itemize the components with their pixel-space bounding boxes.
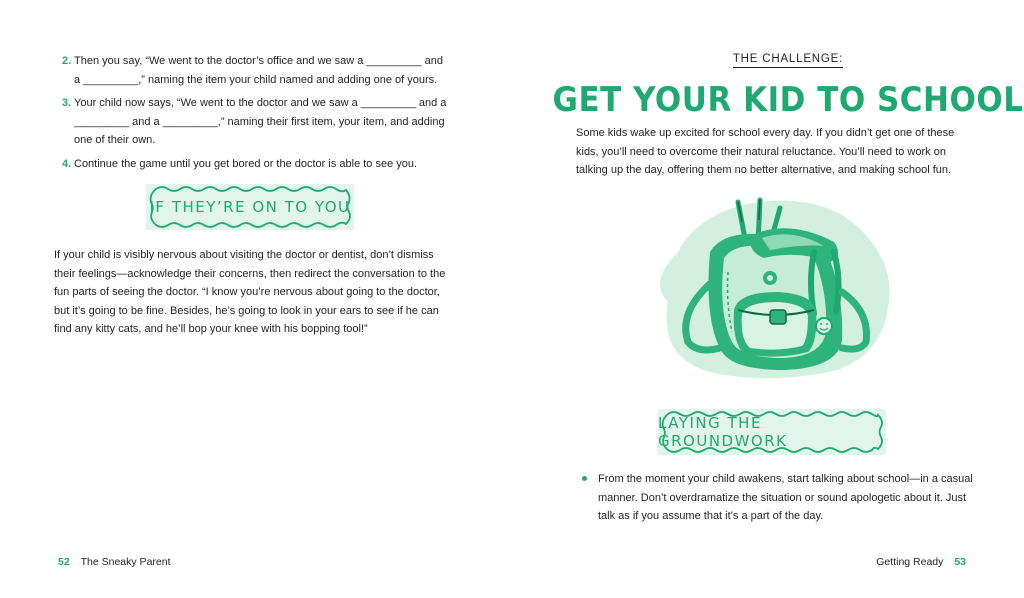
bullet-text: From the moment your child awakens, start talking about school—in a casual manner. Don’t overdramatize the situation or sound apologetic about it. Just talk as if you assume that it’s a part of the day. bbox=[598, 473, 973, 522]
sidebar-heading-box bbox=[146, 184, 354, 230]
challenge-label bbox=[512, 53, 1024, 65]
running-head: The Sneaky Parent bbox=[80, 556, 171, 568]
list-item bbox=[62, 155, 452, 174]
right-folio bbox=[876, 556, 966, 568]
step-number: 3. bbox=[62, 97, 72, 109]
page-number: 52 bbox=[58, 556, 70, 568]
list-item bbox=[582, 470, 974, 526]
step-text: Then you say, “We went to the doctor’s office and we saw a _________ and a _________,” naming the item your child named and adding one of yours. bbox=[74, 55, 443, 86]
numbered-steps-list bbox=[62, 52, 452, 178]
sidebar-heading: IF THEY’RE ON TO YOU bbox=[149, 198, 351, 216]
step-number: 4. bbox=[62, 157, 72, 170]
step-text: Continue the game until you get bored or the doctor is able to see you. bbox=[74, 157, 418, 170]
section-heading: LAYING THE GROUNDWORK bbox=[658, 414, 788, 450]
page-number: 53 bbox=[954, 556, 966, 568]
left-folio bbox=[58, 556, 171, 568]
step-text: Your child now says, “We went to the doctor and we saw a _________ and a _________ and a _________,” naming their first item, your item, and adding one of their own. bbox=[74, 97, 447, 146]
page-title: GET YOUR KID TO SCHOOL bbox=[552, 80, 1024, 120]
intro-paragraph: Some kids wake up excited for school every day. If you didn’t get one of these kids, you’ll need to overcome their natural reluctance. You’ll need to work on talking up the day, offering them no better alternative, and making school fun. bbox=[576, 127, 955, 176]
section-heading-box bbox=[658, 409, 886, 455]
bullet-dot-icon bbox=[582, 476, 587, 481]
challenge-label-text: THE CHALLENGE: bbox=[733, 53, 843, 68]
backpack-illustration bbox=[638, 192, 900, 382]
list-item bbox=[62, 52, 452, 89]
right-page bbox=[512, 0, 1024, 598]
bullet-list bbox=[582, 470, 974, 526]
step-number: 2. bbox=[62, 55, 72, 67]
list-item bbox=[62, 94, 452, 150]
running-head: Getting Ready bbox=[876, 556, 944, 568]
sidebar-paragraph: If your child is visibly nervous about visiting the doctor or dentist, don’t dismiss their feelings—acknowledge their concerns, then redirect the conversation to the fun parts of seeing the doctor. “I know you’re nervous about going to the doctor, but it’s going to be fine. Besides, he’s going to look in your ears to see if he can find any kitty cats, and he’ll bop your knee with his bopping tool!” bbox=[54, 249, 446, 335]
